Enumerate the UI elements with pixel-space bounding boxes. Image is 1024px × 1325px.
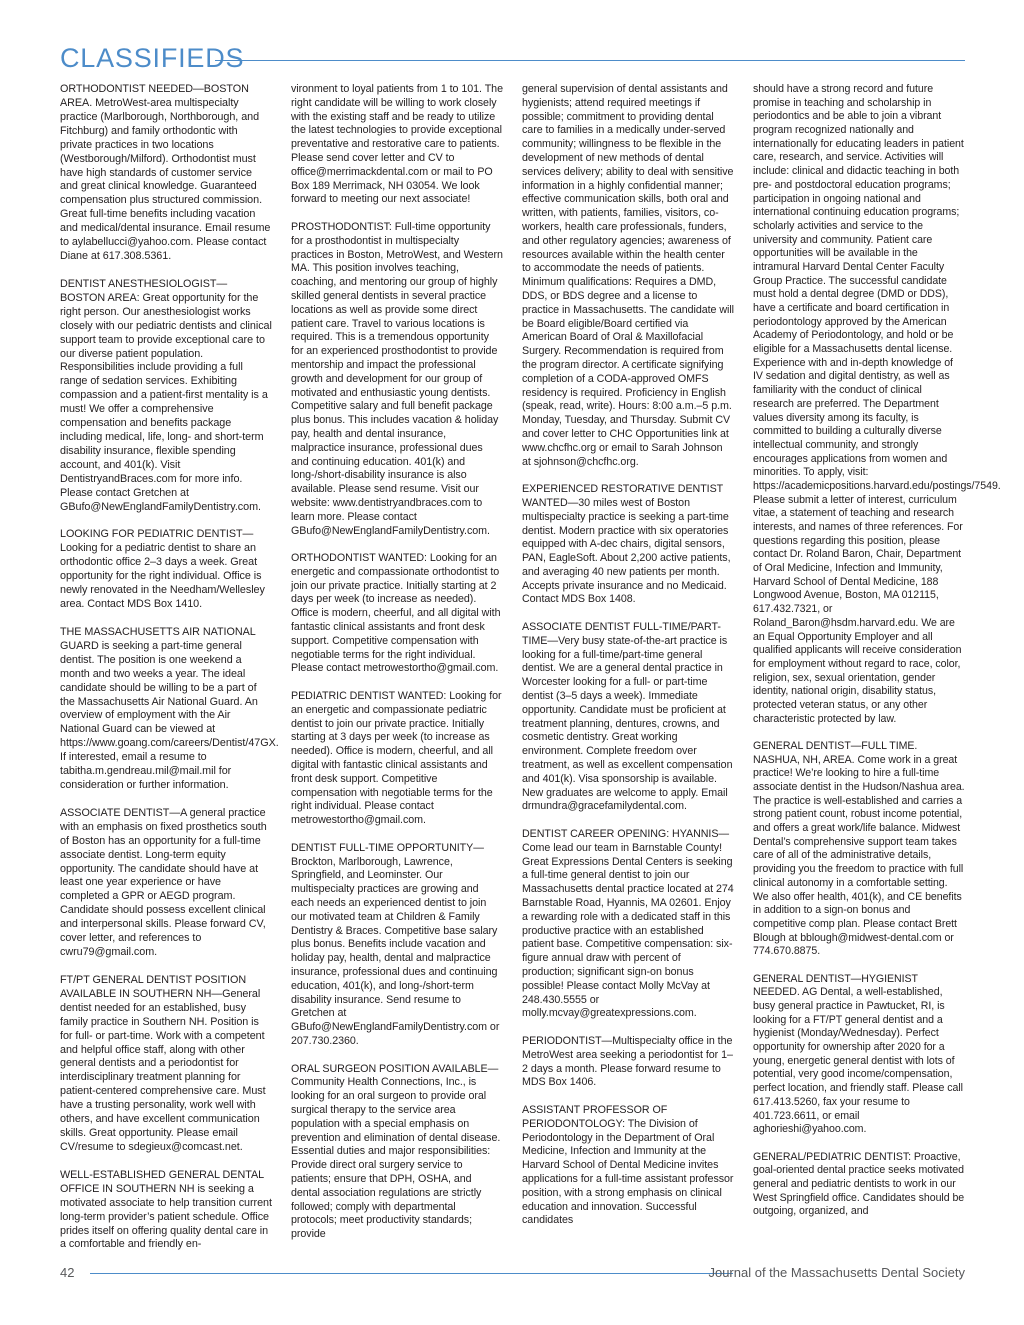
classified-ad: THE MASSACHUSETTS AIR NATIONAL GUARD is seeking a part-time general dentist. The position is one weekend a month and two weeks a year. The ideal candidate should be willing to be a part of the Massachusetts Air National Guard. An overview of employment with the Air National Guard can be viewed at https://www.goang.com/careers/Dentist/47GX. If interested, email a resume to tabitha.m.gendreau.mil@mail.mil for consideration or further information. — [60, 625, 279, 792]
column-4 — [753, 83, 1001, 1253]
footer-rule — [90, 1273, 733, 1274]
classified-ad: EXPERIENCED RESTORATIVE DENTIST WANTED—30 miles west of Boston multispecialty practice is seeking a part-time dentist. Modern practice with six operatories equipped with A-dec chairs, digital sensors, PAN, EagleSoft. About 2,200 active patients, and averaging 40 new patients per month. Accepts private insurance and no Medicaid. Contact MDS Box 1408. — [522, 483, 731, 606]
classified-ad: LOOKING FOR PEDIATRIC DENTIST—Looking for a pediatric dentist to share an orthodontic office 2–3 days a week. Great opportunity for the right individual. Office is newly renovated in the Needham/Wellesley area. Contact MDS Box 1410. — [60, 528, 265, 611]
classified-ad: ORTHODONTIST WANTED: Looking for an energetic and compassionate orthodontist to join our private practice. Initially starting at 2 days per week (to increase as needed). Office is modern, cheerful, and all digital with fantastic clinical assistants and front desk support. Competitive compensation with negotiable terms for the right individual. Please contact metrowestortho@gmail.com. — [291, 552, 501, 675]
page-header — [60, 40, 965, 76]
header-rule — [215, 60, 965, 61]
column-2 — [291, 83, 503, 1253]
classified-ad: WELL-ESTABLISHED GENERAL DENTAL OFFICE IN SOUTHERN NH is seeking a motivated associate to help transition current long-term provider’s patient schedule. Office prides itself on offering quality dental care in a comfortable and friendly en- — [60, 1168, 272, 1251]
classified-ad: ASSOCIATE DENTIST—A general practice with an emphasis on fixed prosthetics south of Boston has an opportunity for a full-time associate dentist. Long-term equity opportunity. The candidate should have at least one year experience or have completed a GPR or AEGD program. Candidate should possess excellent clinical and interpersonal skills. Please forward CV, cover letter, and references to cwru79@gmail.com. — [60, 806, 267, 959]
classified-ad: ASSISTANT PROFESSOR OF PERIODONTOLOGY: The Division of Periodontology in the Department of Oral Medicine, Infection and Immunity at the Harvard School of Dental Medicine invites applications for a full-time assistant professor position, with a strong emphasis on clinical education and innovation. Successful candidates — [522, 1103, 734, 1227]
classified-ad: PEDIATRIC DENTIST WANTED: Looking for an energetic and compassionate pediatric dentist to join our private practice. Initially starting at 3 days per week (to increase as needed). Office is modern, cheerful, and all digital with fantastic clinical assistants and front desk support. Competitive compensation with negotiable terms for the right individual. Please contact metrowestortho@gmail.com. — [291, 690, 502, 827]
classified-ad: GENERAL/PEDIATRIC DENTIST: Proactive, goal-oriented dental practice seeks motivated general and pediatric dentists to work in our West Springfield office. Candidates should be outgoing, organized, and — [753, 1150, 965, 1218]
classified-ad: PROSTHODONTIST: Full-time opportunity for a prosthodontist in multispecialty practices in Boston, MetroWest, and Western MA. This position involves teaching, coaching, and mentoring our group of highly skilled general dentists in several practice locations as well as provide some direct patient care. Travel to various locations is required. This is a tremendous opportunity for an experienced prosthodontist to provide mentorship and impact the professional growth and development for our group of motivated and enthusiastic young dentists. Competitive salary and full benefit package plus bonus. This includes vacation & holiday pay, health and dental insurance, malpractice insurance, professional dues and continuing education. 401(k) and long-/short-disability insurance is also available. Please send resume. Visit our website: www.dentistryandbraces.com to learn more. Please contact GBufo@NewEnglandFamilyDentistry.com. — [291, 220, 503, 537]
classified-ad: ORTHODONTIST NEEDED—BOSTON AREA. MetroWest-area multispecialty practice (Marlborough, Northborough, and Fitchburg) and family orthodontic with private practices in two locations (Westborough/Milford). Orthodontist must have high standards of customer service and great clinical knowledge. Guaranteed compensation plus structured commission. Great full-time benefits including vacation and medical/dental insurance. Email resume to aylabellucci@yahoo.com. Please contact Diane at 617.308.5361. — [60, 83, 271, 263]
classified-ad: DENTIST FULL-TIME OPPORTUNITY—Brockton, Marlborough, Lawrence, Springfield, and Leominster. Our multispecialty practices are growing and each needs an experienced dentist to join our motivated team at Children & Family Dentistry & Braces. Competitive base salary plus bonus. Benefits include vacation and holiday pay, health, dental and malpractice insurance, professional dues and continuing education, 401(k), and long-/short-term disability insurance. Send resume to Gretchen at GBufo@NewEnglandFamilyDentistry.com or 207.730.2360. — [291, 841, 500, 1047]
classified-ad: vironment to loyal patients from 1 to 101. The right candidate will be willing to work closely with the existing staff and be ready to utilize the latest technologies to provide exceptional preventative and restorative care to patients. Please send cover letter and CV to office@merrimackdental.com or mail to PO Box 189 Merrimack, NH 03054. We look forward to meeting our next associate! — [291, 83, 503, 206]
journal-name: Journal of the Massachusetts Dental Society — [708, 1265, 965, 1280]
page-number: 42 — [60, 1265, 75, 1280]
classified-ad: should have a strong record and future promise in teaching and scholarship in periodontics and be able to join a vibrant program recognized nationally and internationally for educating leaders in patient care, research, and service. Activities will include: clinical and didactic teaching in both pre- and postdoctoral education programs; participation in ongoing national and international continuing education programs; scholarly activities and service to the university and community. Patient care opportunities will be available in the intramural Harvard Dental Center Faculty Group Practice. The successful candidate must hold a dental degree (DMD or DDS), have a certificate and board certification in periodontology approved by the American Academy of Periodontology, and hold or be eligible for a Massachusetts dental license. Experience with and in-depth knowledge of IV sedation and digital dentistry, as well as familiarity with the conduct of clinical research are preferred. The Department values diversity among its faculty, is committed to building a culturally diverse intellectual community, and strongly encourages applications from women and minorities. To apply, visit: https://academicpositions.harvard.edu/postings/7549. Please submit a letter of interest, curriculum vitae, a statement of teaching and research interests, and names of three references. For questions regarding this position, please contact Dr. Roland Baron, Chair, Department of Oral Medicine, Infection and Immunity, Harvard School of Dental Medicine, 188 Longwood Avenue, Boston, MA 012115, 617.432.7321, or Roland_Baron@hsdm.harvard.edu. We are an Equal Opportunity Employer and all qualified applicants will receive consideration for employment without regard to race, color, religion, sex, sexual orientation, gender identity, national origin, disability status, protected veteran status, or any other characteristic protected by law. — [753, 83, 1001, 725]
classified-ad: GENERAL DENTIST—HYGIENIST NEEDED. AG Dental, a well-established, busy general practice in Pawtucket, RI, is looking for a FT/PT general dentist and a hygienist (Monday/Wednesday). Perfect opportunity for ownership after 2020 for a young, energetic general dentist with lots of potential, very good income/compensation, perfect location, and friendly staff. Please call 617.413.5260, fax your resume to 401.723.6611, or email aghorieshi@yahoo.com. — [753, 972, 963, 1136]
column-3 — [522, 83, 734, 1253]
page-footer — [60, 1264, 965, 1282]
classified-ad: ORAL SURGEON POSITION AVAILABLE—Community Health Connections, Inc., is looking for an oral surgeon to provide oral surgical therapy to the service area population with a special emphasis on prevention and elimination of dental disease. Essential duties and major responsibilities: Provide direct oral surgery service to patients; ensure that DPH, OSHA, and dental association regulations are strictly followed; comply with departmental protocols; meet productivity standards; provide — [291, 1062, 501, 1241]
classified-ad: GENERAL DENTIST—FULL TIME. NASHUA, NH, AREA. Come work in a great practice! We’re looking to hire a full-time associate dentist in the Hudson/Nashua area. The practice is well-established and carries a strong patient count, robust income potential, and offers a great work/life balance. Midwest Dental’s comprehensive support team takes care of all of the administrative details, providing you the freedom to practice with full clinical autonomy in a comfortable setting. We also offer health, 401(k), and CE benefits in addition to a sign-on bonus and competitive comp plan. Please contact Brett Blough at bblough@midwest-dental.com or 774.670.8875. — [753, 739, 965, 958]
classified-ad: DENTIST CAREER OPENING: HYANNIS—Come lead our team in Barnstable County! Great Expressions Dental Centers is seeking a full-time general dentist to join our Massachusetts dental practice located at 274 Barnstable Road, Hyannis, MA 02601. Enjoy a rewarding role with a dedicated staff in this productive practice with an established patient base. Competitive compensation: six-figure annual draw with percent of production; significant sign-on bonus possible! Please contact Molly McVay at 248.430.5555 or molly.mcvay@greatexpressions.com. — [522, 828, 734, 1020]
column-1 — [60, 83, 279, 1253]
classified-ad: FT/PT GENERAL DENTIST POSITION AVAILABLE IN SOUTHERN NH—General dentist needed for an established, busy family practice in Southern NH. Position is for full- or part-time. Work with a competent and helpful office staff, along with other general dentists and a periodontist for interdisciplinary treatment planning for patient-centered comprehensive care. Must have a trusting personality, work well with others, and have excellent communication skills. Great opportunity. Please email CV/resume to sdegieux@comcast.net. — [60, 973, 266, 1153]
classifieds-columns — [60, 83, 1001, 1253]
classified-ad: DENTIST ANESTHESIOLOGIST—BOSTON AREA: Great opportunity for the right person. Our anesthesiologist works closely with our pediatric dentists and clinical support team to provide exceptional care to our diverse patient population. Responsibilities include providing a full range of sedation services. Exhibiting compassion and a patient-first mentality is a must! We offer a comprehensive compensation and benefits package including medical, life, long- and short-term disability insurance, flexible spending account, and 401(k). Visit DentistryandBraces.com for more info. Please contact Gretchen at GBufo@NewEnglandFamilyDentistry.com. — [60, 277, 272, 513]
classified-ad: general supervision of dental assistants and hygienists; attend required meetings if possible; commitment to providing dental care to families in a medically under-served community; willingness to be flexible in the development of new methods of dental services delivery; ability to deal with sensitive information in a highly confidential manner; effective communication skills, both oral and written, with patients, families, visitors, co-workers, health care professionals, funders, and other regulatory agencies; awareness of resources available within the health center to accommodate the needs of patients. Minimum qualifications: Requires a DMD, DDS, or BDS degree and a license to practice in Massachusetts. The candidate will be Board eligible/Board certified via American Board of Oral & Maxillofacial Surgery. Recommendation is required from the program director. A certificate signifying completion of a CODA-approved OMFS residency is required. Proficiency in English (speak, read, write). Hours: 8:00 a.m.–5 p.m. Monday, Tuesday, and Thursday. Submit CV and cover letter to CHC Opportunities link at www.chcfhc.org or email to Sarah Johnson at sjohnson@chcfhc.org. — [522, 83, 735, 468]
classified-ad: ASSOCIATE DENTIST FULL-TIME/PART-TIME—Very busy state-of-the-art practice is looking for a full-time/part-time general dentist. We are a general dental practice in Worcester looking for a full- or part-time dentist (3–5 days a week). Immediate opportunity. Candidate must be proficient at treatment planning, dentures, crowns, and cosmetic dentistry. Great working environment. Complete freedom over treatment, as well as excellent compensation and 401(k). Visa sponsorship is available. New graduates are welcome to apply. Email drmundra@gracefamilydental.com. — [522, 621, 733, 813]
section-title: CLASSIFIEDS — [60, 43, 245, 73]
classified-ad: PERIODONTIST—Multispecialty office in the MetroWest area seeking a periodontist for 1–2 days a month. Please forward resume to MDS Box 1406. — [522, 1034, 733, 1089]
